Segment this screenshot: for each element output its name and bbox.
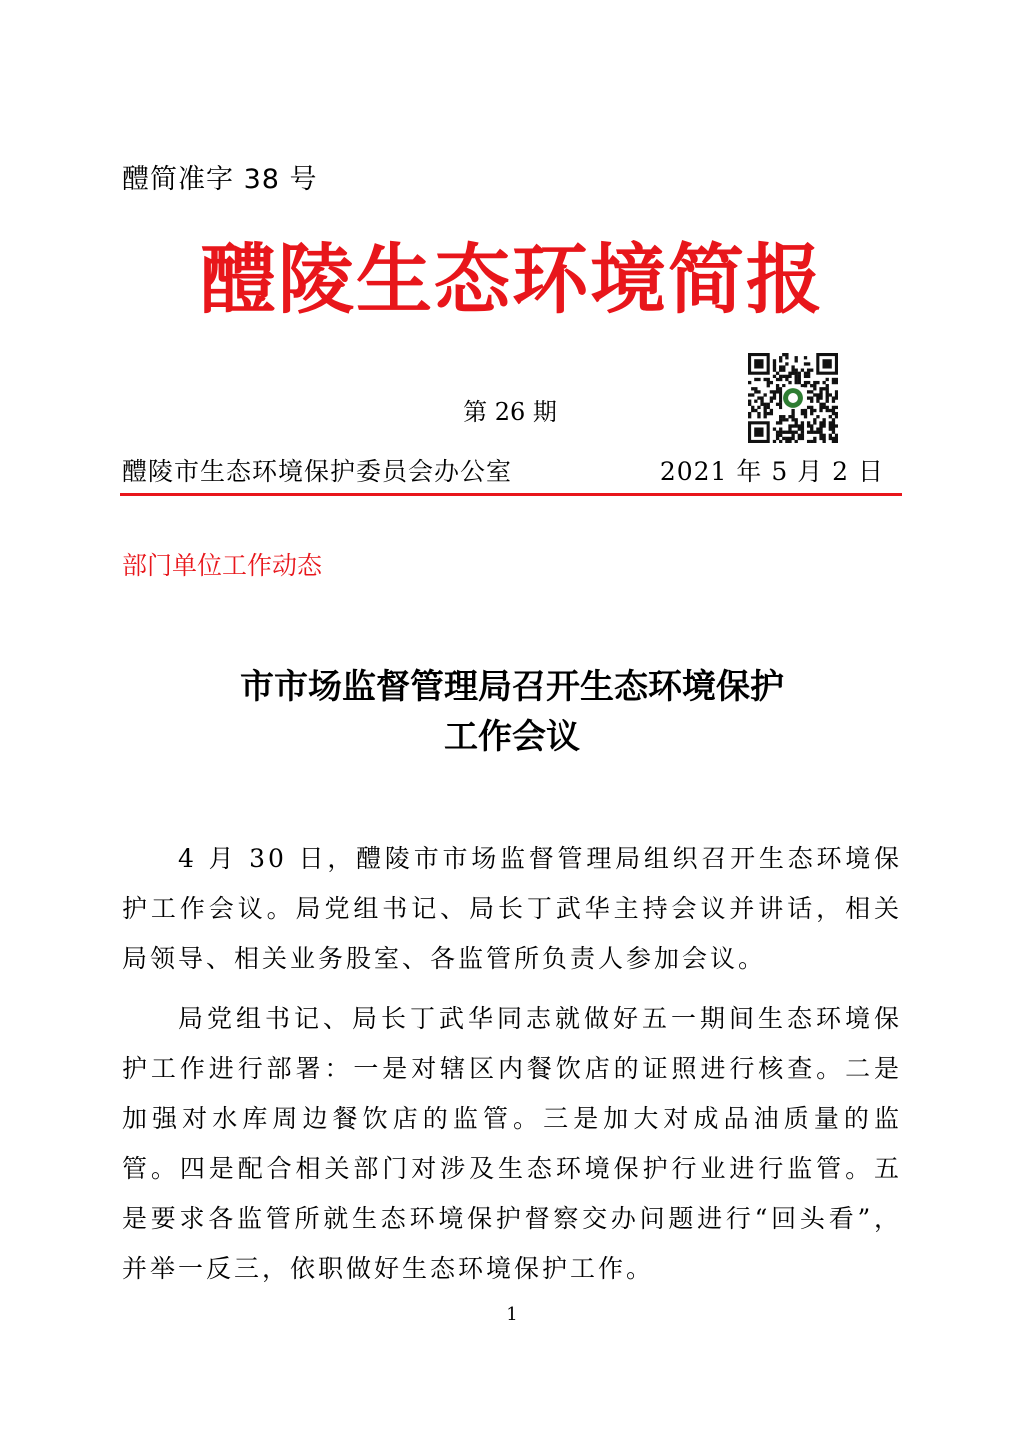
issue-date: 2021 年 5 月 2 日 <box>659 457 884 486</box>
qr-code-icon <box>748 353 838 443</box>
page-number: 1 <box>506 1304 518 1325</box>
article-paragraph: 局党组书记、局长丁武华同志就做好五一期间生态环境保护工作进行部署：一是对辖区内餐饮店的证照进行核查。二是加强对水库周边餐饮店的监管。三是加大对成品油质量的监管。四是配合相关部门对涉及生态环境保护行业进行监管。五是要求各监管所就生态环境保护督察交办问题进行“回头看”，并举一反三，依职做好生态环境保护工作。 <box>122 1004 902 1283</box>
document-number: 醴简准字 38 号 <box>122 164 318 195</box>
article-title-line: 工作会议 <box>444 717 580 757</box>
masthead-title: 醴陵生态环境简报 <box>200 235 824 324</box>
issuing-office: 醴陵市生态环境保护委员会办公室 <box>122 457 513 486</box>
article-title-line: 市市场监督管理局召开生态环境保护 <box>240 667 784 707</box>
issue-number: 第 26 期 <box>463 398 557 426</box>
article-paragraph: 4 月 30 日，醴陵市市场监督管理局组织召开生态环境保护工作会议。局党组书记、局长丁武华主持会议并讲话，相关局领导、相关业务股室、各监管所负责人参加会议。 <box>122 844 902 973</box>
header-divider <box>120 493 902 496</box>
section-label: 部门单位工作动态 <box>122 551 323 580</box>
article-body <box>122 834 902 1304</box>
article-title <box>0 662 1024 762</box>
